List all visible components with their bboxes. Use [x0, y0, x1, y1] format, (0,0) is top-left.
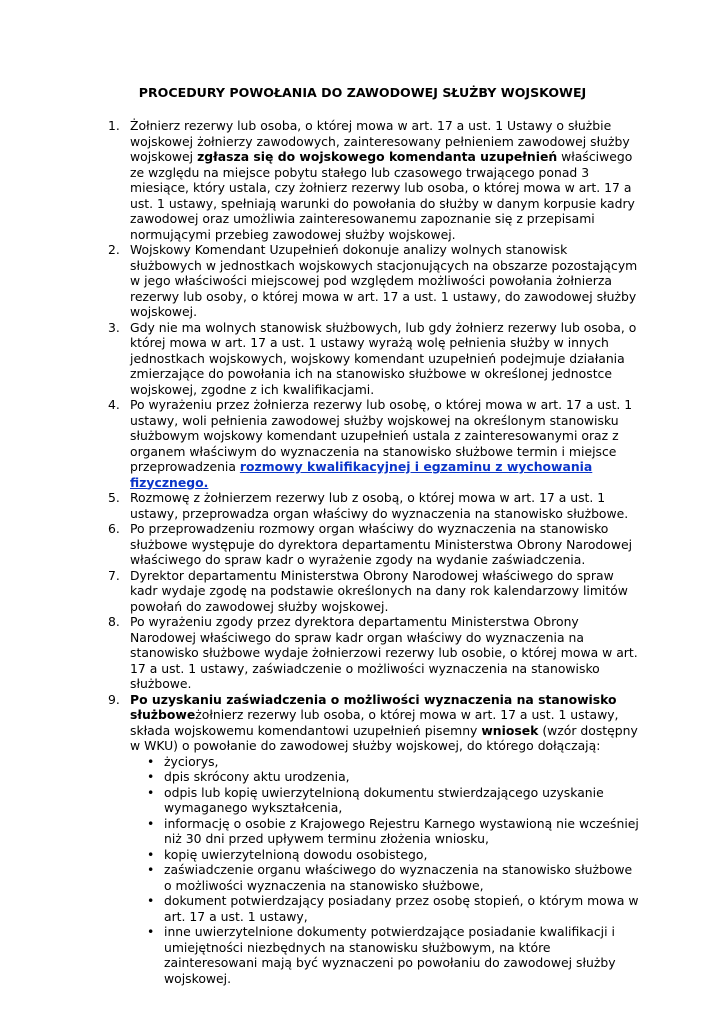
step-emphasis: Po uzyskaniu zaświadczenia o możliwości wyznaczenia na stanowisko służbowe — [130, 691, 617, 722]
interview-exam-link[interactable]: rozmowy kwalifikacyjnej i egzaminu z wychowania fizycznego. — [130, 459, 593, 490]
step-text: Po przeprowadzeniu rozmowy organ właściwy do wyznaczenia na stanowisko służbowe występuje do dyrektora departamentu Ministerstwa Obrony Narodowej właściwego do spraw kadr o wyrażenie zgody na wydanie zaświadczenia. — [130, 521, 633, 567]
step-6 — [108, 521, 640, 568]
attachment-item: • kopię uwierzytelnioną dowodu osobistego, — [147, 846, 428, 862]
procedure-steps-list — [108, 118, 640, 986]
step-number: 5. — [108, 490, 120, 505]
attachments-list — [130, 754, 640, 987]
attachment-item: • zaświadczenie organu właściwego do wyznaczenia na stanowisko służbowe o możliwości wyznaczenia na stanowisko służbowe, — [147, 862, 633, 893]
bullet-icon: • — [147, 769, 155, 784]
step-8 — [108, 614, 640, 692]
step-2 — [108, 242, 640, 320]
bullet-icon: • — [147, 862, 155, 877]
step-text: Po wyrażeniu zgody przez dyrektora departamentu Ministerstwa Obrony Narodowej właściwego do spraw kadr organ właściwy do wyznaczenia na stanowisko służbowe wydaje żołnierzowi rezerwy lub osobie, o której mowa w art. 17 a ust. 1 ustawy, zaświadczenie o możliwości wyznaczenia na stanowisko służbowe. — [130, 614, 638, 691]
step-number: 9. — [108, 691, 120, 707]
step-text: właściwego ze względu na miejsce pobytu stałego lub czasowego trwającego ponad 3 miesiące, który ustala, czy żołnierz rezerwy lub osoba, o której mowa w art. 17 a ust. 1 ustawy, spełniają warunki do powołania do służby w danym korpusie kadry zawodowej oraz umożliwia zainteresowanemu zapoznanie się z przepisami normującymi przebieg zawodowej służby wojskowej. — [130, 149, 635, 242]
step-number: 4. — [108, 397, 120, 412]
step-emphasis: zgłasza się do wojskowego komendanta uzupełnień — [197, 149, 558, 164]
step-7 — [108, 567, 640, 615]
bullet-icon: • — [147, 893, 155, 908]
step-text: Gdy nie ma wolnych stanowisk służbowych, lub gdy żołnierz rezerwy lub osoba, o której mowa w art. 17 a ust. 1 ustawy wyrażą wolę pełnienia służby w innych jednostkach wojskowych, wojskowy komendant uzupełnień podejmuje działania zmierzające do powołania ich na stanowisko służbowe w określonej jednostce wojskowej, zgodne z ich kwalifikacjami. — [130, 319, 637, 397]
attachment-item: • inne uwierzytelnione dokumenty potwierdzające posiadanie kwalifikacji i umiejętności niezbędnych na stanowisku służbowym, na które zainteresowani mają być wyznaczeni po powołaniu do zawodowej służby wojskowej. — [147, 924, 616, 986]
step-text: żołnierz rezerwy lub osoba, o której mowa w art. 17 a ust. 1 ustawy, składa wojskowemu komendantowi uzupełnień pisemny — [130, 707, 619, 738]
page-title: PROCEDURY POWOŁANIA DO ZAWODOWEJ SŁUŻBY WOJSKOWEJ — [138, 85, 587, 100]
bullet-icon: • — [147, 784, 155, 800]
step-4 — [108, 397, 640, 490]
attachment-item: • życiorys, — [147, 753, 219, 769]
step-text: Rozmowę z żołnierzem rezerwy lub z osobą, o której mowa w art. 17 a ust. 1 ustawy, przeprowadza organ właściwy do wyznaczenia na stanowisko służbowe. — [130, 490, 629, 521]
step-number: 6. — [108, 521, 120, 536]
attachment-item: • informację o osobie z Krajowego Rejestru Karnego wystawioną nie wcześniej niż 30 dni przed upływem terminu złożenia wniosku, — [147, 815, 639, 846]
bullet-icon: • — [147, 815, 155, 831]
bullet-icon: • — [147, 924, 155, 939]
step-text: Po wyrażeniu przez żołnierza rezerwy lub osobę, o której mowa w art. 17 a ust. 1 ustawy, woli pełnienia zawodowej służby wojskowej na określonym stanowisku służbowym wojskowy komendant uzupełnień ustala z zainteresowanymi oraz z organem właściwym do wyznaczenia na stanowisko służbowe termin i miejsce przeprowadzenia — [130, 397, 633, 474]
step-number: 1. — [108, 118, 120, 133]
step-text: Wojskowy Komendant Uzupełnień dokonuje analizy wolnych stanowisk służbowych w jednostkach wojskowych stacjonujących na obszarze pozostającym w jego właściwości miejscowej pod względem możliwości powołania żołnierza rezerwy lub osoby, o której mowa w art. 17 a ust. 1 ustawy, do zawodowej służby wojskowej. — [130, 242, 638, 319]
step-number: 3. — [108, 319, 120, 335]
step-number: 2. — [108, 242, 120, 257]
bullet-icon: • — [147, 846, 155, 862]
attachment-item: • dpis skrócony aktu urodzenia, — [147, 769, 350, 784]
step-text: (wzór dostępny w WKU) o powołanie do zawodowej służby wojskowej, do którego dołączają: — [130, 722, 638, 753]
step-number: 7. — [108, 567, 120, 583]
step-3 — [108, 319, 640, 398]
bullet-icon: • — [147, 753, 155, 769]
step-emphasis: wniosek — [481, 722, 539, 738]
attachment-item: • dokument potwierdzający posiadany przez osobę stopień, o którym mowa w art. 17 a ust. 1 ustawy, — [147, 893, 639, 924]
step-1 — [108, 118, 640, 242]
attachment-item: • odpis lub kopię uwierzytelnioną dokumentu stwierdzającego uzyskanie wymaganego wykształcenia, — [147, 784, 604, 815]
step-number: 8. — [108, 614, 120, 629]
step-5 — [108, 490, 640, 521]
step-text: Dyrektor departamentu Ministerstwa Obrony Narodowej właściwego do spraw kadr wydaje zgodę na podstawie określonych na dany rok kalendarzowy limitów powołań do zawodowej służby wojskowej. — [130, 567, 628, 614]
step-text: Żołnierz rezerwy lub osoba, o której mowa w art. 17 a ust. 1 Ustawy o służbie wojskowej żołnierzy zawodowych, zainteresowany pełnieniem zawodowej służby wojskowej — [130, 118, 630, 164]
step-9 — [108, 691, 640, 987]
